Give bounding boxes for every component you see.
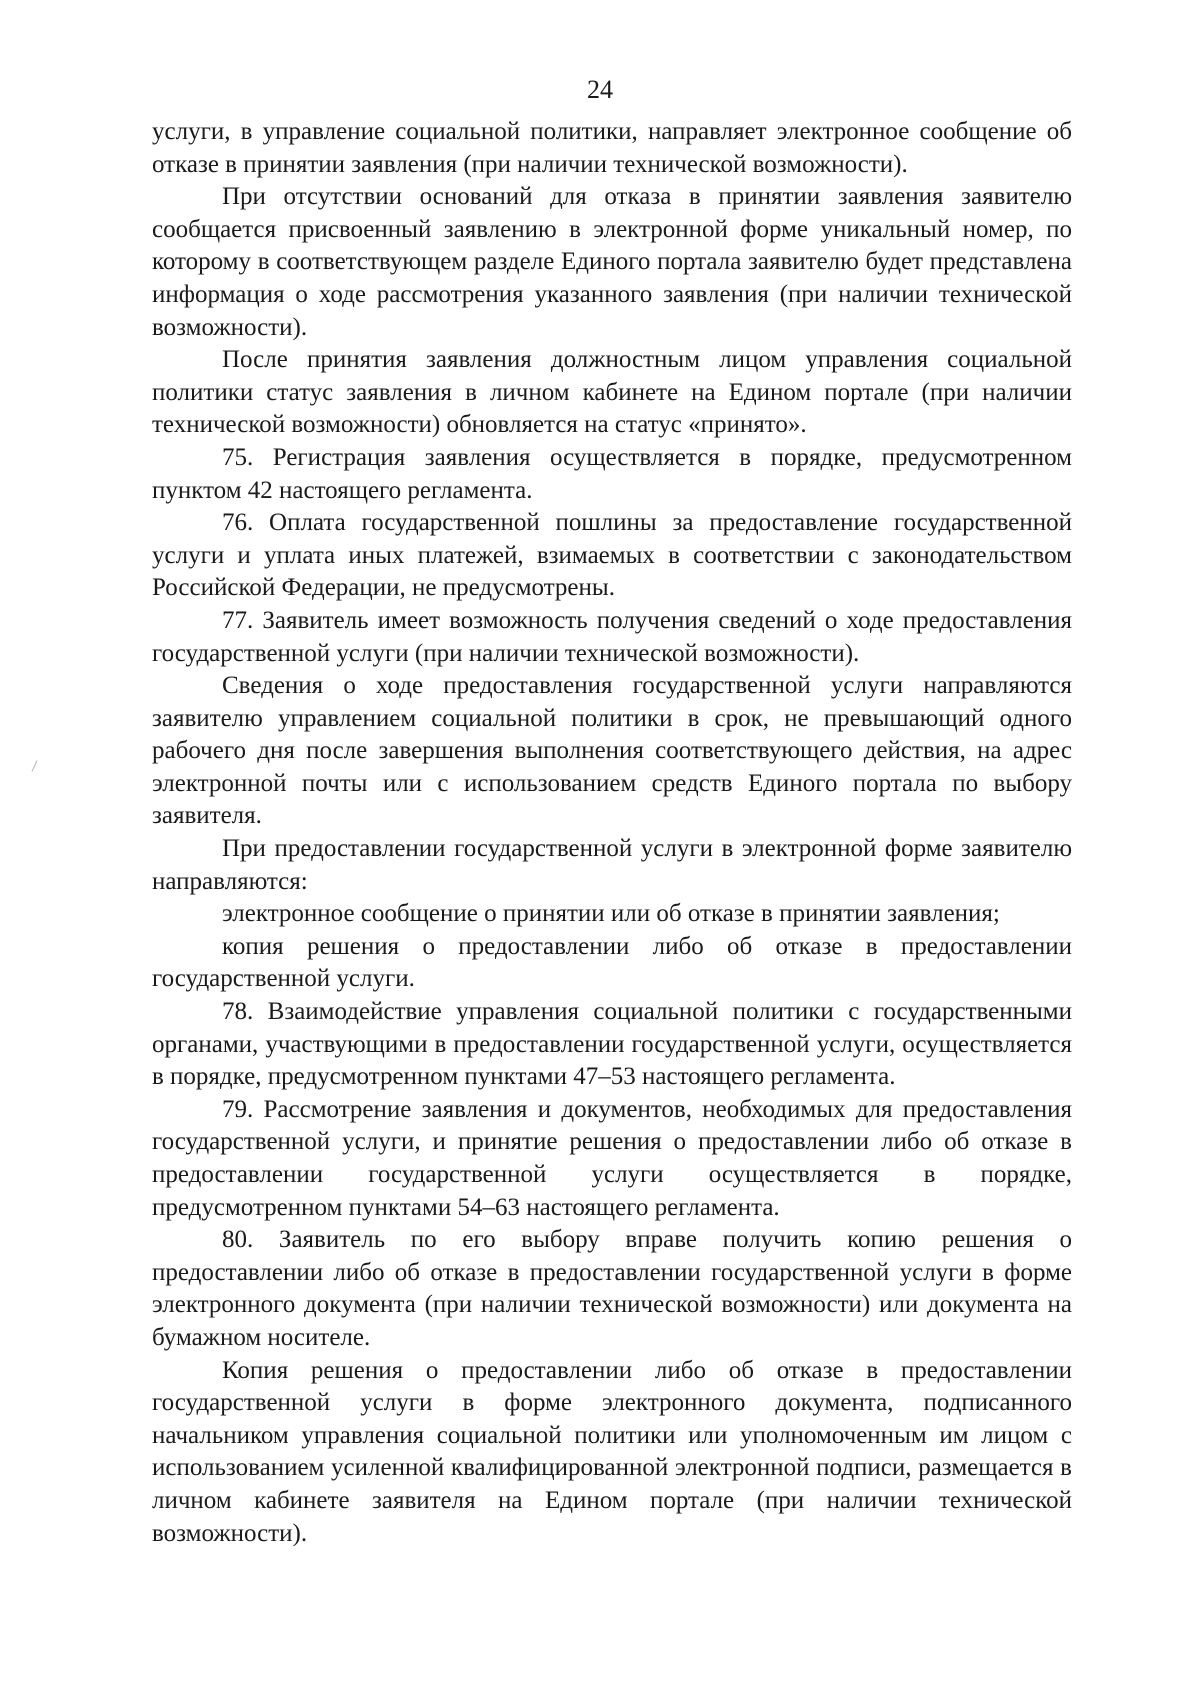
- document-body: [152, 116, 1072, 1550]
- paragraph-item-76: 76. Оплата государственной пошлины за предоставление государственной услуги и уплата иных платежей, взимаемых в соответствии с законодательством Российской Федерации, не предусмотрены.: [152, 509, 1072, 602]
- paragraph-progress-info: Сведения о ходе предоставления государственной услуги направляются заявителю управлением социальной политики в срок, не превышающий одного рабочего дня после завершения выполнения соответствующего действия, на адрес электронной почты или с использованием средств Единого портала по выбору заявителя.: [152, 672, 1072, 830]
- paragraph-item-77: 77. Заявитель имеет возможность получения сведений о ходе предоставления государственной услуги (при наличии технической возможности).: [152, 606, 1072, 667]
- paragraph-item-80: 80. Заявитель по его выбору вправе получить копию решения о предоставлении либо об отказе в предоставлении государственной услуги в форме электронного документа (при наличии технической возможности) или документа на бумажном носителе.: [152, 1226, 1072, 1351]
- paragraph-decision-copy-placement: Копия решения о предоставлении либо об отказе в предоставлении государственной услуги в форме электронного документа, подписанного начальником управления социальной политики или уполномоченным им лицом с использованием усиленной квалифицированной электронной подписи, размещается в личном кабинете заявителя на Едином портале (при наличии технической возможности).: [152, 1356, 1072, 1547]
- paragraph-status-accepted: После принятия заявления должностным лицом управления социальной политики статус заявления в личном кабинете на Едином портале (при наличии технической возможности) обновляется на статус «принято».: [152, 346, 1072, 439]
- scan-artifact-mark: [32, 760, 38, 771]
- paragraph-item-79: 79. Рассмотрение заявления и документов, необходимых для предоставления государственной услуги, и принятие решения о предоставлении либо об отказе в предоставлении государственной услуги осуществляется в порядке, предусмотренном пунктами 54–63 настоящего регламента.: [152, 1095, 1072, 1221]
- paragraph-item-78: 78. Взаимодействие управления социальной политики с государственными органами, участвующими в предоставлении государственной услуги, осуществляется в порядке, предусмотренном пунктами 47–53 настоящего регламента.: [152, 998, 1072, 1091]
- paragraph-continuation: услуги, в управление социальной политики, направляет электронное сообщение об отказе в принятии заявления (при наличии технической возможности).: [152, 118, 1072, 178]
- list-item-acceptance-message: электронное сообщение о принятии или об отказе в принятии заявления;: [222, 900, 1000, 928]
- page-number: 24: [587, 75, 613, 104]
- paragraph-no-refusal-grounds: При отсутствии оснований для отказа в принятии заявления заявителю сообщается присвоенный заявлению в электронной форме уникальный номер, по которому в соответствующем разделе Единого портала заявителю будет представлена информация о ходе рассмотрения указанного заявления (при наличии технической возможности).: [152, 183, 1072, 341]
- paragraph-electronic-notifications: При предоставлении государственной услуги в электронной форме заявителю направляются:: [152, 835, 1072, 895]
- list-item-decision-copy: копия решения о предоставлении либо об отказе в предоставлении государственной услуги.: [152, 932, 1072, 993]
- paragraph-item-75: 75. Регистрация заявления осуществляется в порядке, предусмотренном пунктом 42 настоящего регламента.: [152, 443, 1072, 504]
